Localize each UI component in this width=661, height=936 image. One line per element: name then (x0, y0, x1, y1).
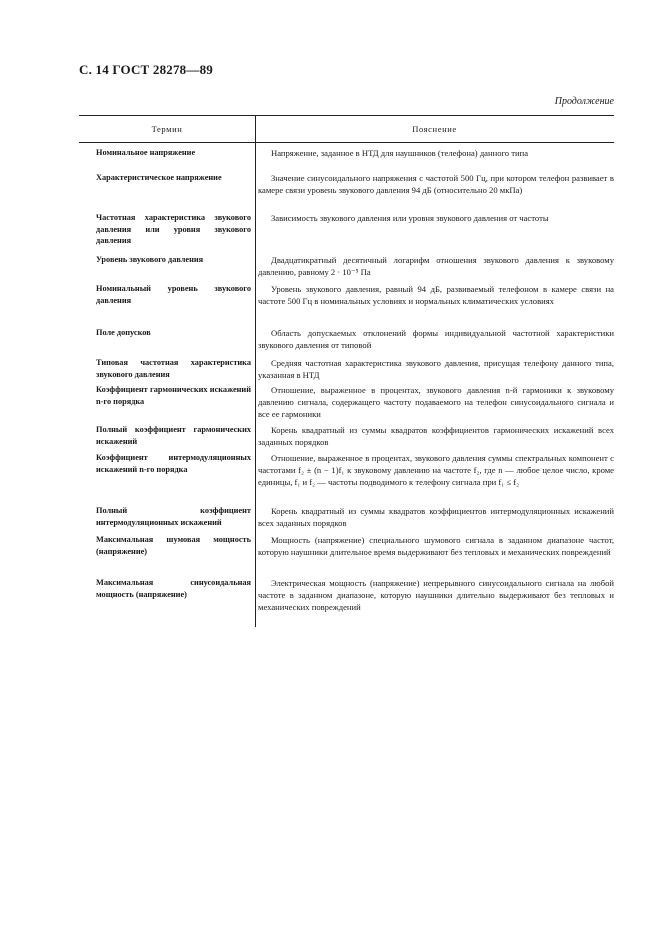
explanation-cell: Корень квадратный из суммы квадратов коэффициентов гармонических искажений всех заданных порядков (258, 425, 614, 447)
column-header-term: Термин (151, 124, 183, 134)
explanation-cell: Двадцатикратный десятичный логарифм отношения звукового давления к звуковому давлению, равному 2 · 10⁻⁵ Па (258, 255, 614, 277)
explanation-cell: Корень квадратный из суммы квадратов коэффициентов интермодуляционных искажений всех заданных порядков (258, 506, 614, 528)
table-row (79, 254, 614, 283)
table-body (79, 143, 614, 621)
table-row (79, 172, 614, 212)
term-cell: Полный коэффициент интермодуляционных искажений (96, 506, 251, 527)
column-divider (255, 115, 256, 627)
continuation-label: Продолжение (554, 96, 614, 107)
term-cell: Номинальное напряжение (96, 148, 196, 157)
term-cell: Полный коэффициент гармонических искажений (96, 425, 251, 446)
explanation-cell: Уровень звукового давления, равный 94 дБ, развиваемый телефоном в камере связи на частоте 500 Гц в номинальных условиях и нормальных климатических условиях (258, 284, 614, 306)
table-row (79, 327, 614, 357)
term-cell: Максимальная синусоидальная мощность (напряжение) (96, 578, 251, 599)
term-cell: Максимальная шумовая мощность (напряжение) (96, 535, 251, 556)
term-cell: Номинальный уровень звукового давления (96, 284, 251, 305)
table-row (79, 424, 614, 452)
term-cell: Характеристическое напряжение (96, 173, 222, 182)
explanation-cell: Напряжение, заданное в НТД для наушников (телефона) данного типа (271, 148, 529, 158)
table-row (79, 283, 614, 327)
page-header: С. 14 ГОСТ 28278—89 (79, 62, 213, 77)
explanation-cell: Электрическая мощность (напряжение) непрерывного синусоидального сигнала на любой частоте в заданном диапазоне, которую наушники длительно выдерживают без тепловых и механических повреждений (258, 578, 614, 612)
explanation-cell: Средняя частотная характеристика звукового давления, присущая телефону данного типа, указанная в НТД (258, 358, 614, 380)
term-cell: Коэффициент интермодуляционных искажений n-го порядка (96, 453, 251, 474)
explanation-cell: Зависимость звукового давления или уровня звукового давления от частоты (271, 213, 549, 223)
explanation-cell: Область допускаемых отклонений формы индивидуальной частотной характеристики звукового давления от типовой (258, 328, 614, 350)
table-row (79, 452, 614, 505)
term-cell: Уровень звукового давления (96, 255, 204, 264)
table-header-row (79, 116, 614, 142)
term-cell: Поле допусков (96, 328, 151, 337)
explanation-cell: Отношение, выраженное в процентах, звукового давления n-й гармоники к звуковому давлению сигнала, содержащего частоту подаваемого на телефон синусоидального сигнала и все ее гармоники (258, 385, 614, 419)
term-cell: Частотная характеристика звукового давления или уровня звукового давления (96, 213, 251, 246)
explanation-cell: Отношение, выраженное в процентах, звукового давления суммы спектральных компонент с частотами f₂ ± (n − 1)f₁ к звуковому давлению на частоте f₂, где n — любое целое число, кроме единицы, f₁ и f₂ — частоты подводимого к телефону сигнала при f₁ ≤ f₂ (258, 453, 614, 487)
term-cell: Типовая частотная характеристика звукового давления (96, 358, 251, 379)
terms-table (79, 115, 614, 621)
table-row (79, 357, 614, 384)
explanation-cell: Значение синусоидального напряжения с частотой 500 Гц, при котором телефон развивает в камере связи уровень звукового давления 94 дБ (относительно 20 мкПа) (258, 173, 614, 195)
term-cell: Коэффициент гармонических искажений n-го порядка (96, 385, 251, 406)
table-row (79, 505, 614, 534)
table-row (79, 577, 614, 621)
table-row (79, 534, 614, 577)
explanation-cell: Мощность (напряжение) специального шумового сигнала в заданном диапазоне частот, которую наушники длительное время выдерживают без тепловых и механических повреждений (258, 535, 614, 557)
table-row (79, 147, 614, 172)
column-header-explanation: Пояснение (412, 124, 457, 134)
table-row (79, 212, 614, 254)
table-row (79, 384, 614, 424)
